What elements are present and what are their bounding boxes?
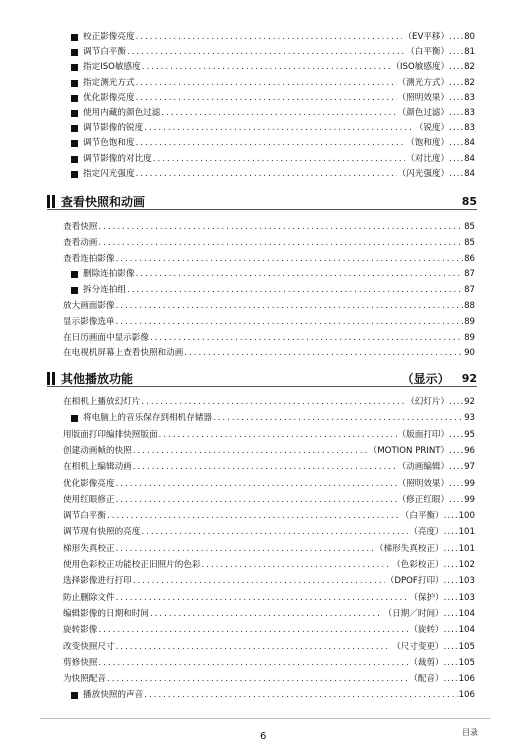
toc-entry-suffix: （颜色过滤）: [397, 108, 450, 118]
toc-entry: [63, 640, 475, 655]
bullet-icon: [71, 415, 78, 422]
toc-entry-suffix: （动画编辑）: [397, 462, 450, 473]
toc-entry: [71, 121, 475, 136]
toc-entry-suffix: （白平衡）: [406, 47, 450, 58]
dot-leader: ....: [443, 608, 459, 619]
toc-entry: [63, 395, 475, 410]
footer-label: 目录: [462, 728, 478, 737]
dot-leader: [202, 558, 392, 573]
dot-leader: ....: [443, 641, 459, 652]
toc-entry: [71, 267, 475, 282]
toc-entry-suffix: （旋转）: [409, 625, 444, 636]
dot-leader: ....: [449, 168, 465, 179]
dot-leader: [133, 574, 385, 589]
dot-leader: ....: [449, 92, 465, 103]
toc-entry: [71, 283, 475, 298]
bullet-icon: [71, 156, 78, 163]
toc-entry-suffix: （MOTION PRINT）: [368, 445, 450, 456]
section-heading: [47, 193, 477, 210]
toc-entry-title: 在相机上编辑动画: [63, 462, 132, 473]
dot-leader: [144, 121, 414, 136]
toc-entry: [63, 493, 475, 508]
dot-leader: ....: [449, 478, 465, 489]
toc-entry: [71, 688, 475, 703]
toc-entry-page: 85: [464, 237, 475, 248]
dot-leader: [213, 411, 463, 426]
dot-leader: ....: [449, 32, 465, 42]
bullet-icon: [71, 34, 78, 41]
toc-entry-title: 剪修快照: [63, 657, 98, 668]
dot-leader: [116, 493, 397, 508]
dot-leader: [116, 299, 463, 314]
toc-entry-title: 选择影像进行打印: [63, 576, 132, 587]
dot-leader: [116, 315, 463, 330]
dot-leader: [116, 252, 463, 267]
toc-entry-page: 104: [458, 608, 475, 619]
toc-entry: [63, 346, 475, 361]
toc-entry-page: 92: [464, 397, 475, 407]
toc-entry: [71, 106, 475, 121]
toc-entry-page: 105: [458, 641, 475, 652]
section-bar-icon: [52, 195, 55, 208]
dot-leader: [133, 460, 397, 475]
toc-entry-suffix: （测光方式）: [397, 77, 450, 88]
toc-entry-page: 90: [464, 348, 475, 359]
toc-entry-page: 83: [464, 123, 475, 134]
dot-leader: [159, 428, 397, 443]
toc-entry-page: 106: [458, 690, 475, 701]
toc-entry-page: 81: [464, 47, 475, 58]
toc-entry-suffix: （对比度）: [406, 153, 450, 164]
toc-entry-page: 88: [464, 301, 475, 311]
toc-entry: [63, 444, 475, 459]
section-heading: [47, 370, 477, 387]
dot-leader: [144, 688, 457, 703]
toc-entry-page: 89: [464, 332, 475, 343]
toc-entry: [63, 525, 475, 540]
dot-leader: ....: [443, 592, 459, 603]
toc-entry-page: 82: [464, 62, 475, 73]
section-bar-icon: [47, 372, 50, 385]
dot-leader: [142, 60, 391, 75]
toc-entry-suffix: （梯形失真校正）: [374, 543, 444, 554]
toc-entry-suffix: （色彩校正）: [392, 560, 444, 570]
toc-entry: [71, 45, 475, 60]
toc-entry-page: 86: [464, 253, 475, 264]
toc-entry-title: 梯形失真校正: [63, 543, 115, 554]
section-bar-icon: [52, 372, 55, 385]
toc-entry-suffix: （日期／时间）: [383, 608, 444, 619]
toc-entry-title: 优化影像亮度: [83, 92, 135, 103]
toc-entry-suffix: （DPOF打印）: [385, 576, 444, 587]
toc-entry-title: 在日历画面中显示影像: [63, 332, 149, 343]
toc-entry-suffix: （饱和度）: [406, 138, 450, 149]
dot-leader: ....: [443, 543, 459, 554]
toc-entry-page: 96: [464, 445, 475, 456]
toc-entry-page: 84: [464, 138, 475, 149]
toc-entry-page: 85: [464, 222, 475, 232]
toc-entry-suffix: （ISO敏感度）: [391, 62, 450, 73]
dot-leader: [98, 656, 408, 671]
toc-entry: [63, 220, 475, 235]
dot-leader: ....: [449, 153, 465, 164]
toc-entry-page: 100: [458, 511, 475, 522]
toc-entry-suffix: （配音）: [409, 674, 444, 685]
footer-page-number: 6: [260, 731, 267, 742]
toc-entry-page: 106: [458, 674, 475, 685]
dot-leader: [116, 640, 392, 655]
dot-leader: ....: [443, 511, 459, 522]
section-bar-icon: [47, 195, 50, 208]
bullet-icon: [71, 64, 78, 71]
toc-entry-title: 编辑影像的日期和时间: [63, 608, 149, 619]
section-page: 92: [461, 371, 477, 385]
toc-entry-page: 105: [458, 657, 475, 668]
toc-entry-page: 84: [464, 153, 475, 164]
dot-leader: [141, 395, 405, 410]
toc-entry-page: 97: [464, 462, 475, 473]
toc-entry-title: 将电脑上的音乐保存到相机存储器: [83, 413, 212, 424]
toc-entry: [63, 315, 475, 330]
toc-entry-page: 89: [464, 316, 475, 327]
dot-leader: [136, 167, 397, 182]
dot-leader: ....: [449, 429, 465, 440]
toc-entry: [63, 331, 475, 346]
toc-entry-suffix: （亮度）: [409, 527, 444, 538]
bullet-icon: [71, 140, 78, 147]
toc-entry-title: 旋转影像: [63, 625, 98, 636]
toc-entry-title: 放大画面影像: [63, 301, 115, 311]
section-page: 85: [461, 194, 477, 208]
bullet-icon: [71, 271, 78, 278]
bullet-icon: [71, 692, 78, 699]
toc-entry-page: 87: [464, 285, 475, 296]
bullet-icon: [71, 49, 78, 56]
dot-leader: ....: [449, 462, 465, 473]
dot-leader: [107, 509, 400, 524]
toc-entry-page: 101: [458, 527, 475, 538]
toc-entry-title: 优化影像亮度: [63, 478, 115, 489]
dot-leader: [141, 525, 408, 540]
toc-entry-title: 指定测光方式: [83, 77, 135, 88]
toc-entry-title: 使用红眼修正: [63, 494, 115, 505]
bullet-icon: [71, 95, 78, 102]
toc-entry: [71, 411, 475, 426]
dot-leader: [116, 477, 397, 492]
toc-entry: [63, 542, 475, 557]
toc-entry-page: 95: [464, 429, 475, 440]
dot-leader: [184, 346, 463, 361]
dot-leader: [98, 236, 463, 251]
dot-leader: ....: [449, 47, 465, 58]
toc-entry: [71, 136, 475, 151]
toc-entry-page: 84: [464, 168, 475, 179]
toc-entry-title: 指定ISO敏感度: [83, 62, 141, 73]
toc-entry-title: 拆分连拍组: [83, 285, 126, 296]
toc-entry: [71, 60, 475, 75]
dot-leader: [136, 91, 397, 106]
toc-entry-page: 83: [464, 108, 475, 118]
bullet-icon: [71, 171, 78, 178]
dot-leader: [116, 591, 409, 606]
dot-leader: [133, 444, 368, 459]
toc-entry: [71, 91, 475, 106]
toc-entry: [71, 30, 475, 45]
toc-entry: [63, 607, 475, 622]
toc-entry-title: 查看快照: [63, 222, 98, 232]
toc-entry-title: 调节白平衡: [63, 511, 106, 522]
dot-leader: [127, 45, 405, 60]
toc-entry: [63, 299, 475, 314]
dot-leader: [136, 267, 463, 282]
dot-leader: ....: [443, 527, 459, 538]
toc-entry-suffix: （修正红眼）: [397, 494, 450, 505]
toc-entry-title: 播放快照的声音: [83, 690, 144, 701]
section-title: 查看快照和动画: [61, 194, 146, 209]
toc-entry: [63, 509, 475, 524]
toc-entry-title: 用版面打印编排快照版面: [63, 429, 158, 440]
toc-entry-page: 83: [464, 92, 475, 103]
toc-entry-title: 防止删除文件: [63, 592, 115, 603]
footer-divider: [40, 718, 490, 719]
dot-leader: ....: [449, 494, 465, 505]
toc-entry: [63, 460, 475, 475]
toc-entry: [63, 591, 475, 606]
dot-leader: ....: [449, 62, 465, 73]
toc-entry: [63, 656, 475, 671]
toc-entry-page: 104: [458, 625, 475, 636]
dot-leader: ....: [443, 576, 459, 587]
dot-leader: [150, 607, 383, 622]
section-extra: （显示）: [401, 371, 450, 386]
dot-leader: ....: [443, 657, 459, 668]
toc-entry: [63, 558, 475, 573]
dot-leader: ....: [449, 397, 465, 407]
toc-entry-title: 指定闪光强度: [83, 168, 135, 179]
toc-entry-title: 删除连拍影像: [83, 269, 135, 280]
dot-leader: ....: [449, 445, 465, 456]
toc-entry-title: 查看连拍影像: [63, 253, 115, 264]
toc-entry-suffix: （照明效果）: [397, 478, 450, 489]
toc-entry-page: 101: [458, 543, 475, 554]
toc-entry: [71, 76, 475, 91]
toc-entry-page: 103: [458, 592, 475, 603]
toc-entry-page: 82: [464, 77, 475, 88]
toc-entry-suffix: （保护）: [409, 592, 444, 603]
dot-leader: [153, 152, 405, 167]
toc-entry: [63, 477, 475, 492]
dot-leader: ....: [449, 77, 465, 88]
toc-entry-page: 87: [464, 269, 475, 280]
toc-entry: [63, 623, 475, 638]
toc-entry-page: 103: [458, 576, 475, 587]
toc-entry-suffix: （尺寸变更）: [392, 641, 444, 652]
toc-entry-suffix: （闪光强度）: [397, 168, 450, 179]
bullet-icon: [71, 287, 78, 294]
dot-leader: [116, 542, 374, 557]
dot-leader: [136, 76, 397, 91]
toc-entry: [63, 236, 475, 251]
toc-entry-title: 改变快照尺寸: [63, 641, 115, 652]
toc-entry-page: 99: [464, 494, 475, 505]
toc-entry-title: 查看动画: [63, 237, 98, 248]
dot-leader: ....: [449, 123, 465, 134]
toc-entry-suffix: （锐度）: [414, 123, 450, 134]
toc-entry: [71, 167, 475, 182]
dot-leader: [136, 136, 406, 151]
toc-entry-title: 创建动画帧的快照: [63, 445, 132, 456]
bullet-icon: [71, 110, 78, 117]
toc-entry-title: 使用色彩校正功能校正旧照片的色彩: [63, 560, 201, 570]
toc-entry-title: 调节色饱和度: [83, 138, 135, 149]
section-title: 其他播放功能: [61, 371, 134, 386]
toc-entry-title: 在相机上播放幻灯片: [63, 397, 141, 407]
toc-entry-title: 使用内藏的颜色过滤: [83, 108, 161, 118]
dot-leader: [98, 623, 408, 638]
toc-entry: [71, 152, 475, 167]
toc-entry-suffix: （幻灯片）: [406, 397, 450, 407]
dot-leader: ....: [443, 674, 459, 685]
toc-entry-page: 102: [458, 560, 475, 570]
dot-leader: [107, 672, 408, 687]
dot-leader: [136, 30, 403, 45]
bullet-icon: [71, 125, 78, 132]
toc-entry-suffix: （裁剪）: [409, 657, 444, 668]
toc-entry-page: 93: [464, 413, 475, 424]
toc-entry-title: 调节现有快照的亮度: [63, 527, 141, 538]
toc-entry-title: 显示影像选单: [63, 316, 115, 327]
toc-entry-title: 调节影像的锐度: [83, 123, 144, 134]
dot-leader: [127, 283, 463, 298]
toc-entry-title: 为快照配音: [63, 674, 106, 685]
toc-entry-title: 在电视机屏幕上查看快照和动画: [63, 348, 184, 359]
toc-entry: [63, 574, 475, 589]
toc-entry: [63, 672, 475, 687]
toc-entry-page: 80: [464, 32, 475, 42]
bullet-icon: [71, 80, 78, 87]
dot-leader: [150, 331, 463, 346]
toc-entry-suffix: （照明效果）: [397, 92, 450, 103]
dot-leader: ....: [449, 138, 465, 149]
dot-leader: ....: [443, 625, 459, 636]
toc-entry-title: 调节影像的对比度: [83, 153, 152, 164]
toc-entry-suffix: （EV平移）: [403, 32, 450, 42]
dot-leader: ....: [443, 560, 459, 570]
toc-entry-title: 调节白平衡: [83, 47, 126, 58]
dot-leader: [98, 220, 463, 235]
toc-entry-title: 校正影像亮度: [83, 32, 135, 42]
toc-entry-suffix: （版面打印）: [397, 429, 450, 440]
toc-entry: [63, 252, 475, 267]
dot-leader: [161, 106, 396, 121]
toc-entry-page: 99: [464, 478, 475, 489]
toc-entry: [63, 428, 475, 443]
dot-leader: ....: [449, 108, 465, 118]
toc-entry-suffix: （白平衡）: [400, 511, 444, 522]
